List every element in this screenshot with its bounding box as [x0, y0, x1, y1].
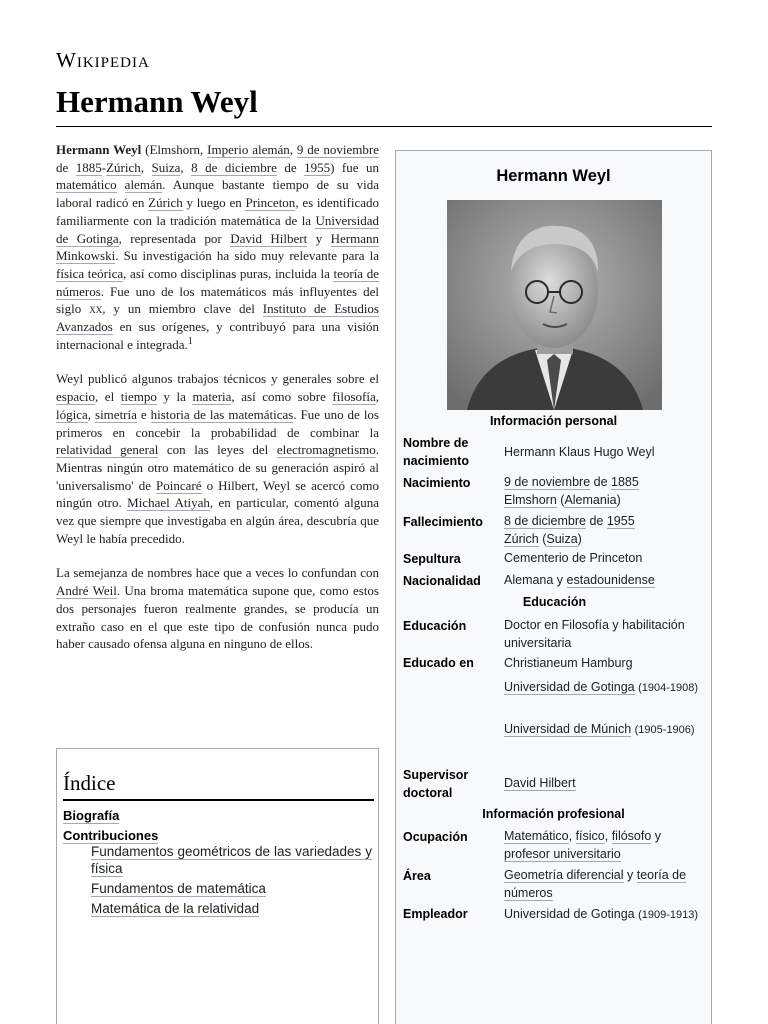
link-nac-year[interactable]: 1885	[611, 475, 639, 489]
link-filosofia[interactable]: filosofía	[332, 389, 376, 405]
label-nacimiento: Nacimiento	[403, 476, 471, 490]
paragraph-intro: Hermann Weyl (Elmshorn, Imperio alemán, 9 de noviembre de 1885-Zúrich, Suiza, 8 de diciembre de 1955) fue un matemático alemán. Aunque bastante tiempo de su vida laboral radicó en Zúrich y luego en Princeton, es identificado familiarmente con la tradición matemática de la Universidad de Gotinga, representada por David Hilbert y Hermann Minkowski. Su investigación ha sido muy relevante para la física teórica, así como disciplinas puras, incluida la teoría de números. Fue uno de los matemáticos más influyentes del siglo xx, y un miembro clave del Instituto de Estudios Avanzados en sus orígenes, y contribuyó para una visión internacional e integrada.$^1$	[56, 142, 380, 352]
portrait-photo[interactable]	[447, 200, 662, 410]
label-fallecimiento: Fallecimiento	[403, 515, 483, 529]
link-alemania[interactable]: Alemania	[564, 492, 617, 507]
link-matematico-ocup[interactable]: Matemático	[504, 829, 569, 843]
value-educado-3: Universidad de Múnich (1905-1906)	[504, 722, 695, 736]
label-educacion: Educación	[403, 619, 467, 633]
label-sepultura: Sepultura	[403, 552, 461, 566]
label-nacionalidad: Nacionalidad	[403, 574, 481, 588]
link-zurich-2[interactable]: Zúrich	[148, 195, 183, 211]
link-poincare[interactable]: Poincaré	[156, 477, 202, 493]
value-area: Geometría diferencial y teoría de números	[504, 868, 687, 900]
label-supervisor-doctoral: Supervisor doctoral	[403, 768, 469, 800]
infobox-title: Hermann Weyl	[496, 167, 611, 185]
link-8-diciembre[interactable]: 8 de diciembre	[191, 159, 277, 175]
link-instituto-estudios-avanzados[interactable]: Instituto de Estudios Avanzados	[56, 301, 379, 335]
label-educado-en: Educado en	[403, 656, 474, 670]
toc-title: Índice	[63, 771, 374, 801]
label-nombre-nacimiento: Nombre de nacimiento	[403, 436, 469, 468]
link-imperio-aleman[interactable]: Imperio alemán	[207, 142, 290, 157]
table-of-contents	[56, 748, 379, 1024]
paragraph-works: Weyl publicó algunos trabajos técnicos y generales sobre el espacio, el tiempo y la materia, así como sobre filosofía, lógica, simetría e historia de las matemáticas. Fue uno de los primeros en concebir la probabilidad de combinar la relatividad general con las leyes del electromagnetismo. Mientras ningún otro matemático de su generación aspiró al 'universalismo' de Poincaré o Hilbert, Weyl se acercó como ningún otro. Michael Atiyah, en particular, comentó alguna vez que siempre que investigaba en algún área, descubría que Weyl le había precedido.	[56, 371, 379, 546]
link-fall-year[interactable]: 1955	[606, 514, 635, 528]
infobox-header-profesional: Información profesional	[482, 807, 625, 821]
link-estadounidense[interactable]: estadounidense	[566, 573, 655, 587]
value-supervisor-doctoral	[504, 775, 709, 793]
wikipedia-logo[interactable]: Wikipedia	[56, 48, 150, 72]
link-zurich[interactable]: Zúrich	[106, 159, 141, 175]
toc-subitem-matematica-relatividad[interactable]: Matemática de la relatividad	[91, 901, 260, 916]
value-sepultura: Cementerio de Princeton	[504, 551, 643, 565]
article-body	[56, 141, 379, 670]
link-aleman[interactable]: alemán	[124, 177, 163, 193]
link-relatividad-general[interactable]: relatividad general	[56, 442, 159, 458]
link-geometria-diferencial[interactable]: Geometría diferencial	[504, 868, 624, 882]
value-empleador: Universidad de Gotinga (1909-1913)	[504, 907, 699, 921]
link-david-hilbert-sup[interactable]: David Hilbert	[504, 776, 576, 790]
toc-item-biografia[interactable]: Biografía	[63, 808, 120, 823]
link-zurich-fall[interactable]: Zúrich	[504, 531, 539, 546]
link-espacio[interactable]: espacio	[56, 389, 95, 405]
link-david-hilbert[interactable]: David Hilbert	[230, 230, 308, 246]
infobox	[395, 150, 712, 1024]
link-michael-atiyah[interactable]: Michael Atiyah	[127, 495, 210, 511]
link-1885[interactable]: 1885	[75, 159, 102, 175]
paragraph-weil: La semejanza de nombres hace que a veces lo confundan con André Weil. Una broma matemática supone que, como estos dos personajes fueron realmente grandes, se producía un extraño caso en el que este tipo de confusión nunca pudo haber causado ofensa alguna en ninguno de ellos.	[56, 565, 379, 652]
link-9-noviembre[interactable]: 9 de noviembre	[296, 142, 380, 157]
title-divider	[56, 126, 712, 127]
link-materia[interactable]: materia	[192, 389, 232, 405]
label-ocupacion: Ocupación	[403, 830, 468, 844]
value-educado-1: Christianeum Hamburg	[504, 656, 633, 670]
link-suiza-fall[interactable]: Suiza	[546, 531, 578, 546]
value-fallecimiento: 8 de diciembre de 1955 Zúrich (Suiza)	[504, 514, 635, 546]
toc-subitem-fundamentos-matematica[interactable]: Fundamentos de matemática	[91, 881, 266, 896]
link-historia-matematicas[interactable]: historia de las matemáticas	[150, 406, 294, 422]
link-universidad-gotinga[interactable]: Universidad de Gotinga	[56, 212, 379, 246]
link-universidad-gotinga-edu[interactable]: Universidad de Gotinga	[504, 680, 635, 694]
link-tiempo[interactable]: tiempo	[120, 389, 157, 405]
value-nacimiento: 9 de noviembre de 1885 Elmshorn (Alemania)	[504, 475, 639, 507]
link-fisica-teorica[interactable]: física teórica	[56, 265, 124, 281]
infobox-header-educacion: Educación	[522, 595, 587, 609]
link-simetria[interactable]: simetría	[95, 406, 137, 422]
link-profesor-universitario[interactable]: profesor universitario	[504, 846, 621, 861]
value-nacionalidad: Alemana y estadounidense	[504, 573, 655, 587]
link-teoria-numeros[interactable]: teoría de números	[56, 265, 379, 299]
link-princeton[interactable]: Princeton	[245, 195, 296, 211]
subject-name: Hermann Weyl	[56, 142, 142, 157]
link-electromagnetismo[interactable]: electromagnetismo	[276, 442, 376, 458]
link-andre-weil[interactable]: André Weil	[56, 583, 117, 599]
link-fall-date[interactable]: 8 de diciembre	[504, 514, 586, 528]
link-matematico[interactable]: matemático	[56, 177, 117, 193]
page-title: Hermann Weyl	[56, 84, 258, 119]
link-elmshorn[interactable]: Elmshorn	[504, 492, 557, 507]
link-suiza[interactable]: Suiza	[151, 159, 181, 175]
value-educacion: Doctor en Filosofía y habilitación universitaria	[504, 618, 685, 650]
link-1955[interactable]: 1955	[304, 159, 331, 175]
infobox-header-personal: Información personal	[489, 414, 618, 428]
reference-1[interactable]: 1	[187, 335, 193, 347]
link-filosofo[interactable]: filósofo	[611, 829, 652, 843]
toc-item-contribuciones[interactable]: Contribuciones	[63, 828, 159, 843]
label-empleador: Empleador	[403, 907, 468, 921]
value-ocupacion: Matemático, físico, filósofo y profesor universitario	[504, 829, 662, 861]
value-nombre-nacimiento: Hermann Klaus Hugo Weyl	[504, 445, 655, 459]
link-fisico[interactable]: físico	[575, 829, 605, 843]
link-nac-date[interactable]: 9 de noviembre	[504, 475, 591, 489]
toc-subitem-fundamentos-geometricos[interactable]: Fundamentos geométricos de las variedades y física	[91, 844, 372, 876]
link-hermann-minkowski[interactable]: Hermann Minkowski	[56, 230, 380, 264]
century-xx: xx	[89, 301, 103, 317]
link-teoria-numeros-area[interactable]: teoría de números	[504, 868, 687, 900]
link-universidad-munich[interactable]: Universidad de Múnich	[504, 722, 632, 736]
link-logica[interactable]: lógica	[56, 406, 88, 422]
value-educado-2: Universidad de Gotinga (1904-1908)	[504, 680, 699, 694]
label-area: Área	[403, 869, 431, 883]
